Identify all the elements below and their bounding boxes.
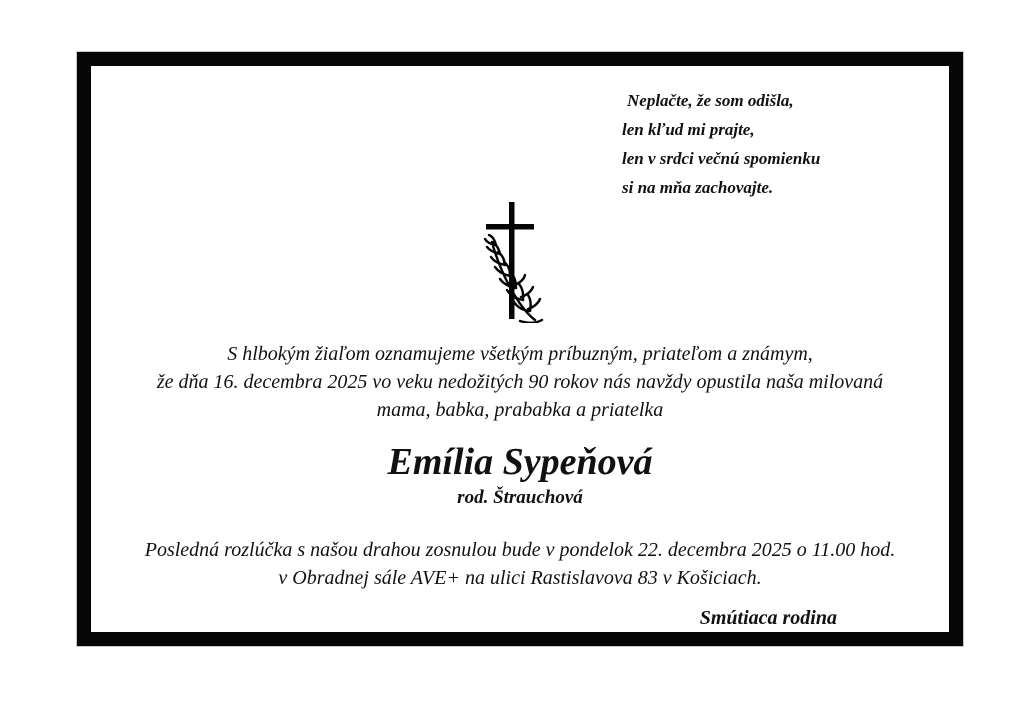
family-signature: Smútiaca rodina — [699, 607, 837, 629]
deceased-maiden-name: rod. Štrauchová — [457, 487, 583, 508]
deceased-name-block — [92, 440, 948, 510]
announcement-line: mama, babka, prababka a priatelka — [376, 399, 664, 421]
funeral-line: v Obradnej sále AVE+ na ulici Rastislavova 83 v Košiciach. — [278, 567, 762, 589]
poem-line: Neplačte, že som odišla, — [627, 91, 794, 110]
poem-line: len v srdci večnú spomienku — [622, 149, 821, 168]
funeral-details — [92, 536, 948, 592]
funeral-line: Posledná rozlúčka s našou drahou zosnulou bude v pondelok 22. decembra 2025 o 11.00 hod. — [144, 539, 896, 561]
deceased-name: Emília Sypeňová — [387, 441, 653, 483]
cross-with-palm-branch-icon — [478, 199, 550, 323]
memorial-poem — [622, 86, 820, 202]
announcement-line: S hlbokým žiaľom oznamujeme všetkým príbuzným, priateľom a známym, — [227, 343, 813, 365]
poem-line: len kľud mi prajte, — [622, 120, 755, 139]
announcement-line: že dňa 16. decembra 2025 vo veku nedožitých 90 rokov nás navždy opustila naša milovaná — [156, 371, 884, 393]
poem-line: si na mňa zachovajte. — [622, 178, 774, 197]
death-announcement — [92, 340, 948, 424]
